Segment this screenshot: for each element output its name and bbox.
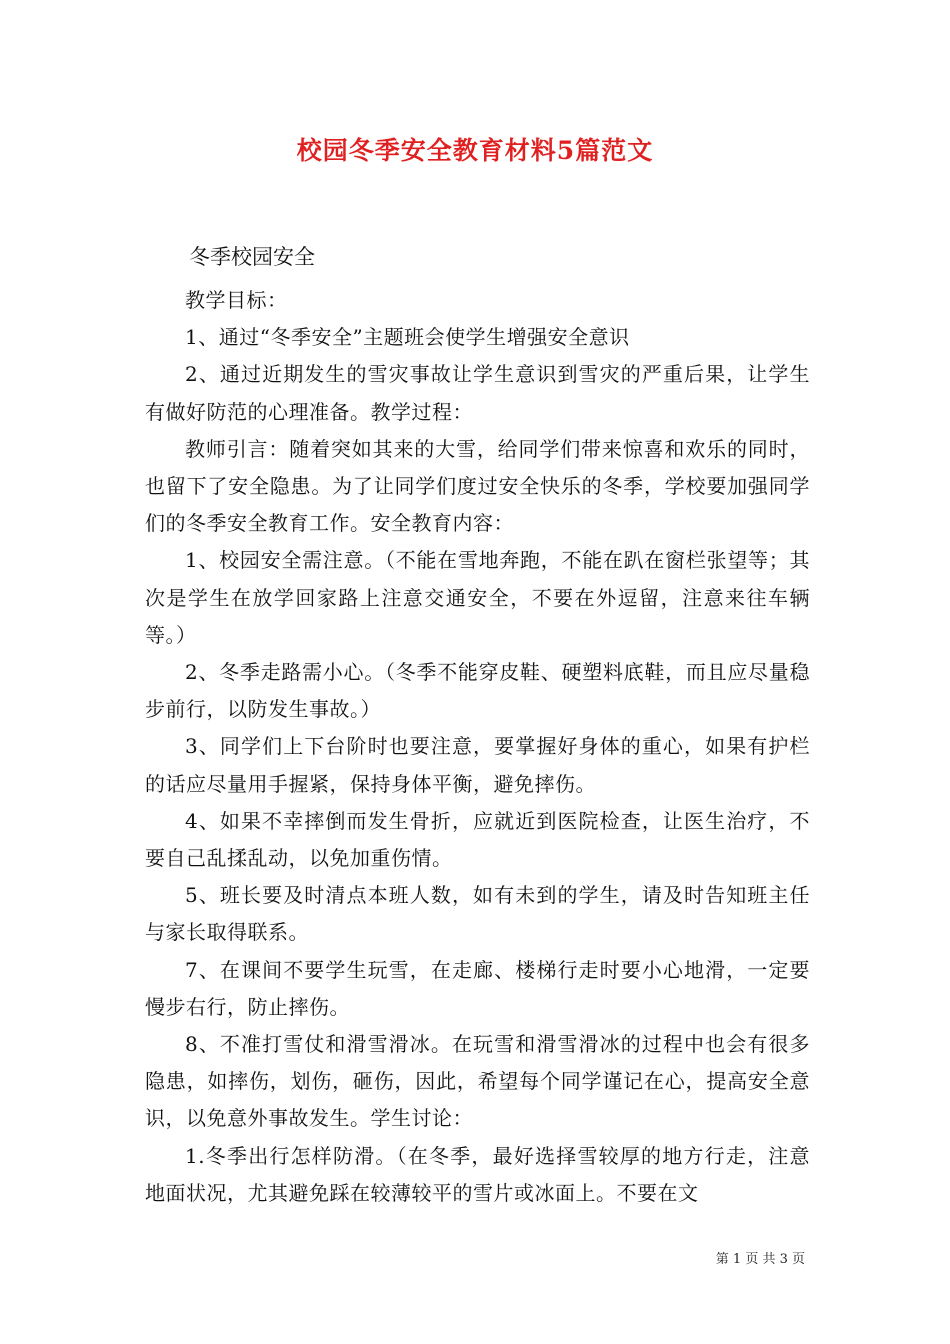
paragraph: 7、在课间不要学生玩雪，在走廊、楼梯行走时要小心地滑，一定要慢步右行，防止摔伤。 xyxy=(145,957,810,1019)
paragraph: 4、如果不幸摔倒而发生骨折，应就近到医院检查，让医生治疗，不要自己乱揉乱动，以免加重伤情。 xyxy=(145,808,810,871)
paragraph: 1、校园安全需注意。（不能在雪地奔跑，不能在趴在窗栏张望等；其次是学生在放学回家路上注意交通安全，不要在外逗留，注意来往车辆等。） xyxy=(145,548,810,647)
paragraph: 2、冬季走路需小心。（冬季不能穿皮鞋、硬塑料底鞋，而且应尽量稳步前行，以防发生事故。） xyxy=(145,660,810,722)
section-title: 冬季校园安全 xyxy=(189,245,315,269)
paragraph: 3、同学们上下台阶时也要注意，要掌握好身体的重心，如果有护栏的话应尽量用手握紧，保持身体平衡，避免摔伤。 xyxy=(145,734,810,796)
document-title: 校园冬季安全教育材料5篇范文 xyxy=(296,136,654,165)
paragraph: 8、不准打雪仗和滑雪滑冰。在玩雪和滑雪滑冰的过程中也会有很多隐患，如摔伤，划伤，砸伤，因此，希望每个同学谨记在心，提高安全意识，以免意外事故发生。学生讨论： xyxy=(145,1032,810,1131)
page-number: 第 1 页 共 3 页 xyxy=(715,1252,805,1267)
paragraph: 1.冬季出行怎样防滑。（在冬季，最好选择雪较厚的地方行走，注意地面状况，尤其避免踩在较薄较平的雪片或冰面上。不要在文 xyxy=(145,1143,810,1205)
paragraph: 2、通过近期发生的雪灾事故让学生意识到雪灾的严重后果，让学生有做好防范的心理准备。教学过程： xyxy=(145,362,810,424)
paragraph: 教师引言：随着突如其来的大雪，给同学们带来惊喜和欢乐的同时，也留下了安全隐患。为了让同学们度过安全快乐的冬季，学校要加强同学们的冬季安全教育工作。安全教育内容： xyxy=(145,436,810,536)
paragraph: 教学目标： xyxy=(185,288,288,312)
document-body xyxy=(145,282,810,1212)
paragraph: 5、班长要及时清点本班人数，如有未到的学生，请及时告知班主任与家长取得联系。 xyxy=(145,883,810,945)
paragraph: 1、通过“冬季安全”主题班会使学生增强安全意识 xyxy=(185,325,630,350)
